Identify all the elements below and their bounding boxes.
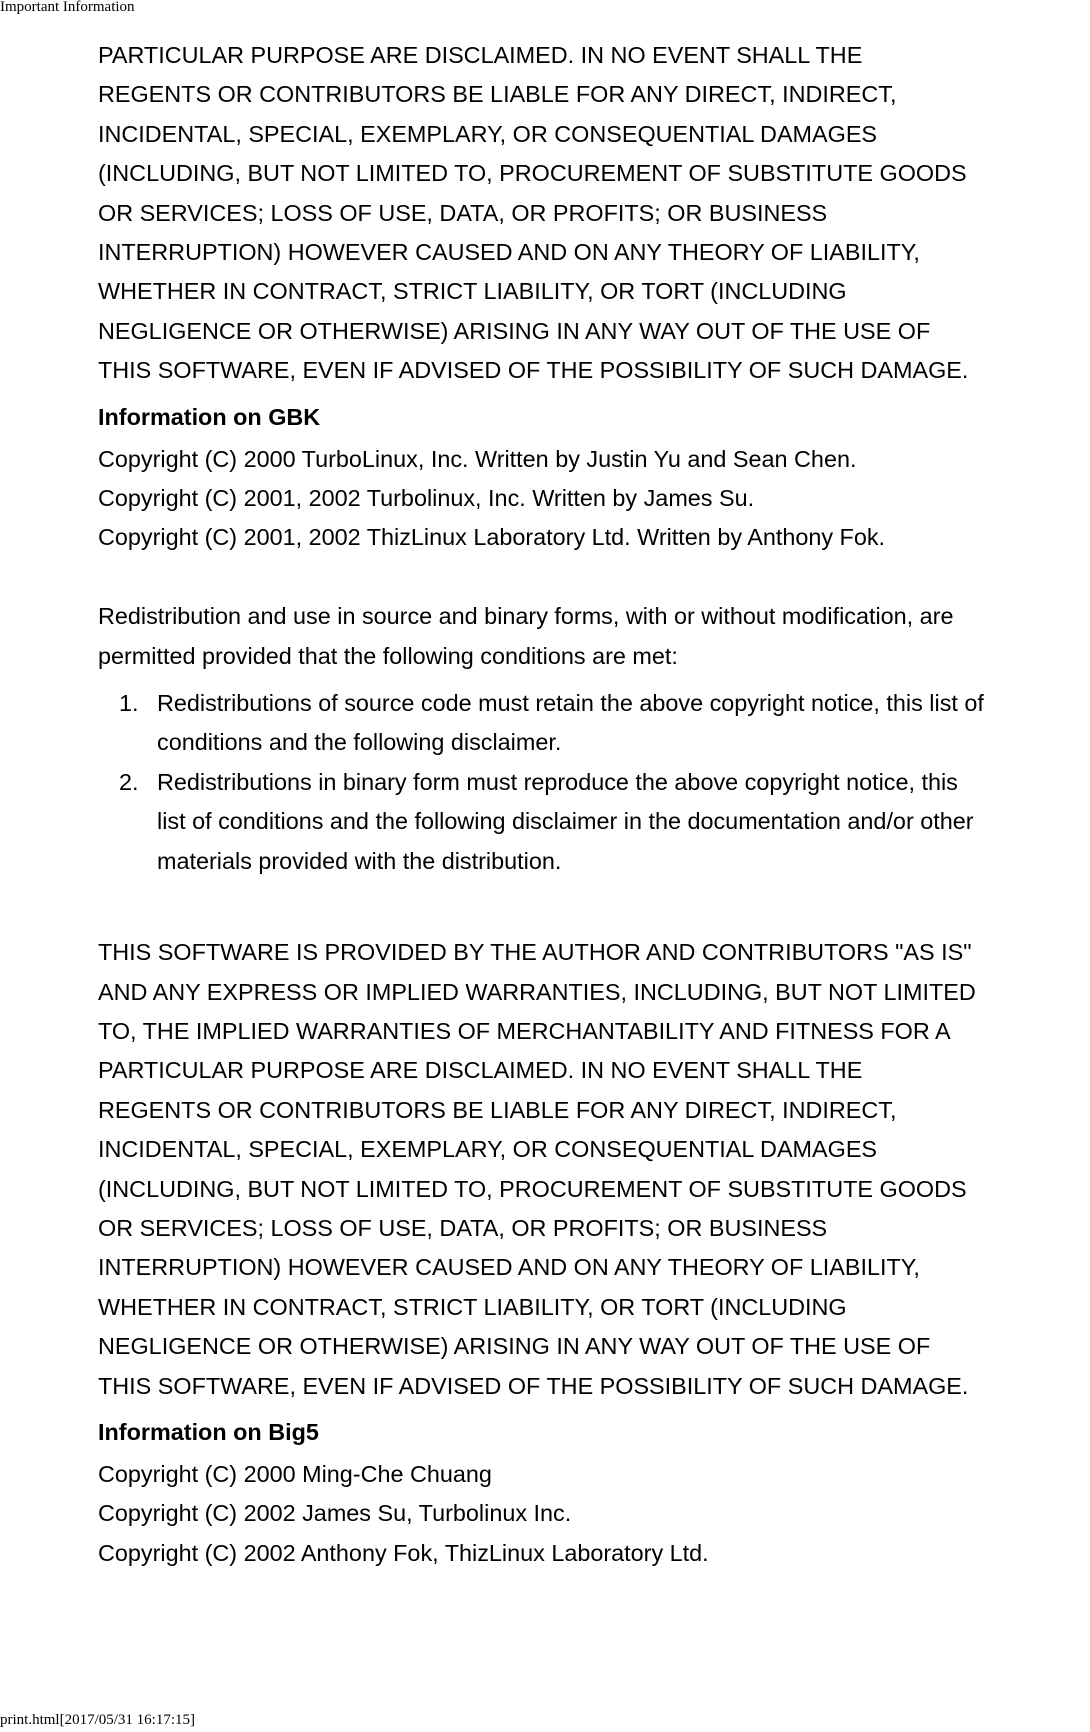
gbk-disclaimer: [98, 933, 1090, 1406]
copyright-line: Copyright (C) 2000 TurboLinux, Inc. Written by Justin Yu and Sean Chen.: [98, 445, 857, 472]
document-content: [98, 36, 1090, 1573]
gbk-heading: Information on GBK: [98, 403, 321, 430]
condition-number: 2.: [119, 768, 139, 795]
big5-heading: Information on Big5: [98, 1418, 319, 1445]
print-header-title: Important Information: [0, 0, 135, 15]
disclaimer-line: NEGLIGENCE OR OTHERWISE) ARISING IN ANY WAY OUT OF THE USE OF: [98, 1333, 931, 1360]
copyright-line: Copyright (C) 2002 James Su, Turbolinux Inc.: [98, 1500, 572, 1527]
disclaimer-line: PARTICULAR PURPOSE ARE DISCLAIMED. IN NO EVENT SHALL THE: [98, 42, 863, 68]
disclaimer-line: INCIDENTAL, SPECIAL, EXEMPLARY, OR CONSEQUENTIAL DAMAGES: [98, 120, 878, 147]
disclaimer-line: WHETHER IN CONTRACT, STRICT LIABILITY, OR TORT (INCLUDING: [98, 278, 847, 305]
condition-line: Redistributions in binary form must reproduce the above copyright notice, this: [157, 768, 958, 795]
disclaimer-line: OR SERVICES; LOSS OF USE, DATA, OR PROFITS; OR BUSINESS: [98, 199, 828, 226]
big5-copyrights: [98, 1455, 1090, 1573]
disclaimer-line: PARTICULAR PURPOSE ARE DISCLAIMED. IN NO EVENT SHALL THE: [98, 1057, 863, 1084]
redistribution-line: Redistribution and use in source and binary forms, with or without modification, are: [98, 603, 954, 630]
print-footer: print.html[2017/05/31 16:17:15]: [0, 1712, 195, 1728]
condition-item: [98, 684, 1090, 763]
disclaimer-line: INCIDENTAL, SPECIAL, EXEMPLARY, OR CONSEQUENTIAL DAMAGES: [98, 1136, 878, 1163]
disclaimer-line: INTERRUPTION) HOWEVER CAUSED AND ON ANY THEORY OF LIABILITY,: [98, 1254, 920, 1281]
condition-line: materials provided with the distribution.: [157, 847, 562, 874]
copyright-line: Copyright (C) 2002 Anthony Fok, ThizLinux Laboratory Ltd.: [98, 1539, 709, 1566]
disclaimer-line: OR SERVICES; LOSS OF USE, DATA, OR PROFITS; OR BUSINESS: [98, 1214, 828, 1241]
redistribution-line: permitted provided that the following conditions are met:: [98, 642, 678, 669]
paragraph-gap: [98, 881, 1090, 933]
condition-number: 1.: [119, 690, 139, 717]
gbk-redistribution: [98, 597, 1090, 676]
condition-item: [98, 763, 1090, 881]
disclaimer-line: INTERRUPTION) HOWEVER CAUSED AND ON ANY THEORY OF LIABILITY,: [98, 239, 920, 266]
paragraph-gap: [98, 558, 1090, 597]
disclaimer-line: TO, THE IMPLIED WARRANTIES OF MERCHANTABILITY AND FITNESS FOR A: [98, 1017, 951, 1044]
copyright-line: Copyright (C) 2001, 2002 ThizLinux Laboratory Ltd. Written by Anthony Fok.: [98, 524, 886, 551]
condition-line: Redistributions of source code must retain the above copyright notice, this list of: [157, 690, 984, 717]
disclaimer-line: (INCLUDING, BUT NOT LIMITED TO, PROCUREMENT OF SUBSTITUTE GOODS: [98, 160, 967, 187]
condition-line: list of conditions and the following disclaimer in the documentation and/or other: [157, 808, 974, 835]
disclaimer-line: WHETHER IN CONTRACT, STRICT LIABILITY, OR TORT (INCLUDING: [98, 1293, 847, 1320]
condition-line: conditions and the following disclaimer.: [157, 729, 562, 756]
disclaimer-line: THIS SOFTWARE, EVEN IF ADVISED OF THE POSSIBILITY OF SUCH DAMAGE.: [98, 357, 969, 384]
disclaimer-line: REGENTS OR CONTRIBUTORS BE LIABLE FOR ANY DIRECT, INDIRECT,: [98, 1096, 897, 1123]
copyright-line: Copyright (C) 2001, 2002 Turbolinux, Inc. Written by James Su.: [98, 485, 755, 512]
disclaimer-line: (INCLUDING, BUT NOT LIMITED TO, PROCUREMENT OF SUBSTITUTE GOODS: [98, 1175, 967, 1202]
disclaimer-line: REGENTS OR CONTRIBUTORS BE LIABLE FOR ANY DIRECT, INDIRECT,: [98, 81, 897, 108]
copyright-line: Copyright (C) 2000 Ming-Che Chuang: [98, 1460, 492, 1487]
intro-disclaimer: [98, 36, 1090, 391]
disclaimer-line: NEGLIGENCE OR OTHERWISE) ARISING IN ANY WAY OUT OF THE USE OF: [98, 317, 931, 344]
disclaimer-line: THIS SOFTWARE IS PROVIDED BY THE AUTHOR AND CONTRIBUTORS "AS IS": [98, 939, 972, 966]
gbk-copyrights: [98, 440, 1090, 558]
disclaimer-line: THIS SOFTWARE, EVEN IF ADVISED OF THE POSSIBILITY OF SUCH DAMAGE.: [98, 1372, 969, 1399]
disclaimer-line: AND ANY EXPRESS OR IMPLIED WARRANTIES, INCLUDING, BUT NOT LIMITED: [98, 978, 976, 1005]
gbk-conditions-list: [98, 684, 1090, 881]
